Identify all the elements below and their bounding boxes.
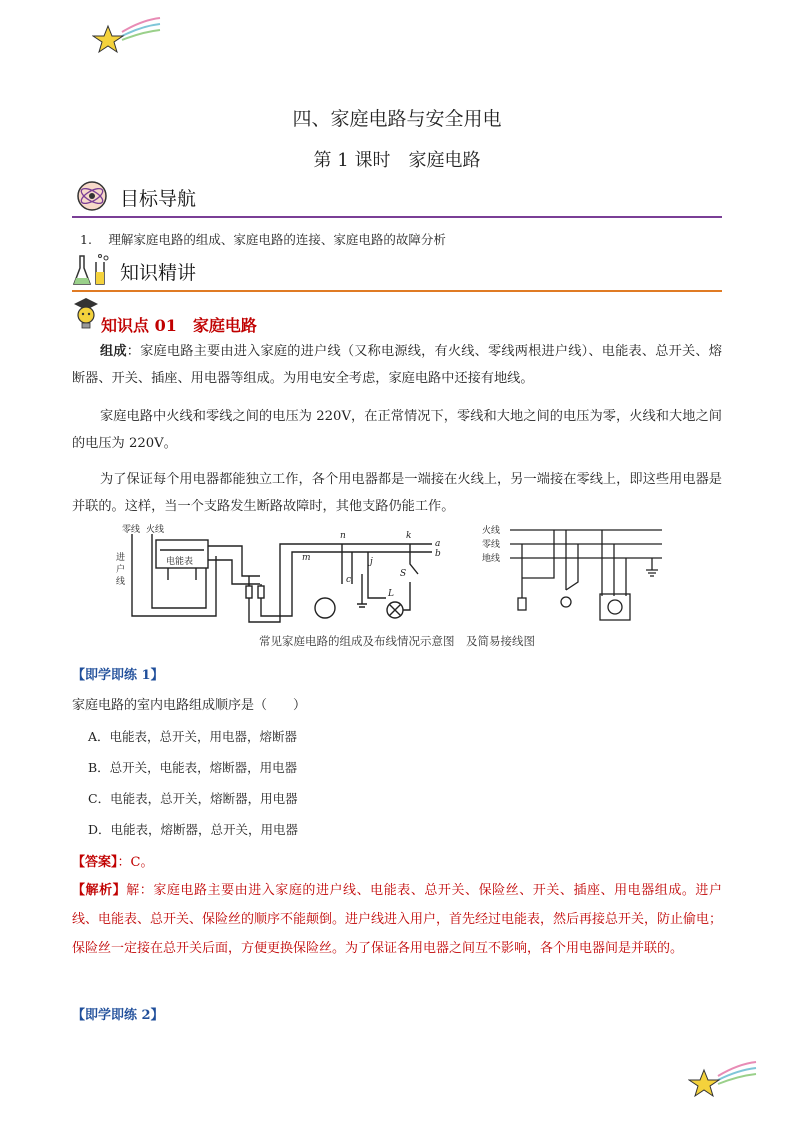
diagram-letter-S: S — [400, 569, 407, 579]
composition-keyword: 组成 — [100, 344, 127, 359]
diagram-fire-line-label: 火线 — [146, 525, 165, 535]
paragraph-parallel: 为了保证每个用电器都能独立工作，各个用电器都是一端接在火线上，另一端接在零线上，即这些用电器是并联的。这样，当一个支路发生断路故障时，其他支路仍能工作。 — [72, 472, 722, 514]
goal-item: 1. 理解家庭电路的组成、家庭电路的连接、家庭电路的故障分析 — [80, 232, 446, 247]
diagram-entry-char-2: 户 — [116, 565, 126, 575]
analysis-label: 【解析】 — [72, 883, 127, 898]
lesson-subtitle: 第 1 课时 家庭电路 — [313, 150, 481, 171]
exercise1-answer — [72, 851, 153, 870]
star-decoration-bottom — [688, 1058, 758, 1100]
diagram-zero-line-label: 零线 — [122, 525, 141, 535]
diagram-letter-L: L — [388, 589, 394, 599]
diagram-letter-n: n — [340, 531, 346, 541]
diagram-letter-b: b — [435, 549, 441, 559]
goal-section-rule — [72, 216, 722, 218]
answer-value: ：C。 — [117, 855, 154, 870]
diagram-ground-label: 地线 — [482, 554, 501, 564]
paragraph-composition — [72, 338, 722, 392]
exercise1-option-c: C．电能表，总开关，熔断器，用电器 — [88, 791, 298, 806]
diagram-letter-k: k — [406, 531, 412, 541]
diagram-letter-j: j — [370, 557, 373, 567]
graduate-bulb-icon — [70, 296, 102, 330]
circuit-diagram-left — [112, 524, 442, 626]
star-decoration-icon — [92, 14, 162, 56]
exercise2-label: 【即学即练 2】 — [72, 1008, 164, 1023]
knowledge-section-label: 知识精讲 — [120, 262, 197, 284]
goal-section-label: 目标导航 — [120, 188, 197, 210]
atom-brain-icon — [74, 178, 110, 214]
diagram-fire-label: 火线 — [482, 526, 501, 536]
analysis-text: 解：家庭电路主要由进入家庭的进户线、电能表、总开关、保险丝、开关、插座、用电器组成。进户线、电能表、总开关、保险丝的顺序不能颠倒。进户线进入用户，首先经过电能表，然后再接总开关，防止偷电；保险丝一定接在总开关后面，方便更换保险丝。为了保证各用电器之间互不影响，各个用电器间是并联的。 — [72, 883, 723, 956]
diagram-letter-a: a — [435, 539, 441, 549]
knowledge-section-rule — [72, 290, 722, 292]
composition-text: ：家庭电路主要由进入家庭的进户线（又称电源线，有火线、零线两根进户线）、电能表、总开关、熔断器、开关、插座、用电器等组成。为用电安全考虑，家庭电路中还接有地线。 — [72, 344, 722, 386]
diagram-zero-label: 零线 — [482, 540, 501, 550]
knowledge-point-title: 知识点 01 家庭电路 — [101, 316, 257, 335]
star-decoration-icon — [688, 1058, 758, 1100]
exercise1-label: 【即学即练 1】 — [72, 668, 164, 683]
diagram-caption: 常见家庭电路的组成及布线情况示意图 及简易接线图 — [259, 634, 535, 648]
paragraph-voltage: 家庭电路中火线和零线之间的电压为 220V，在正常情况下，零线和大地之间的电压为零，火线和大地之间的电压为 220V。 — [72, 409, 722, 451]
exercise1-question: 家庭电路的室内电路组成顺序是（ ） — [72, 698, 307, 713]
diagram-letter-m: m — [302, 553, 311, 563]
answer-label: 【答案】 — [72, 855, 118, 870]
circuit-diagram-right — [482, 522, 672, 626]
diagram-meter-label: 电能表 — [166, 557, 194, 567]
diagram-letter-c: c — [346, 575, 352, 585]
diagram-entry-char-3: 线 — [116, 577, 126, 587]
page-title: 四、家庭电路与安全用电 — [292, 108, 502, 130]
star-decoration-top — [92, 14, 162, 56]
exercise1-option-b: B．总开关，电能表，熔断器，用电器 — [88, 760, 298, 775]
exercise1-analysis — [72, 876, 722, 963]
lab-flask-icon — [72, 252, 112, 290]
exercise1-option-d: D．电能表，熔断器，总开关，用电器 — [88, 822, 299, 837]
knowledge-section-header — [72, 252, 722, 292]
goal-section-header — [72, 178, 722, 218]
diagram-entry-char-1: 进 — [116, 553, 126, 563]
exercise1-option-a: A．电能表，总开关，用电器，熔断器 — [88, 729, 298, 744]
